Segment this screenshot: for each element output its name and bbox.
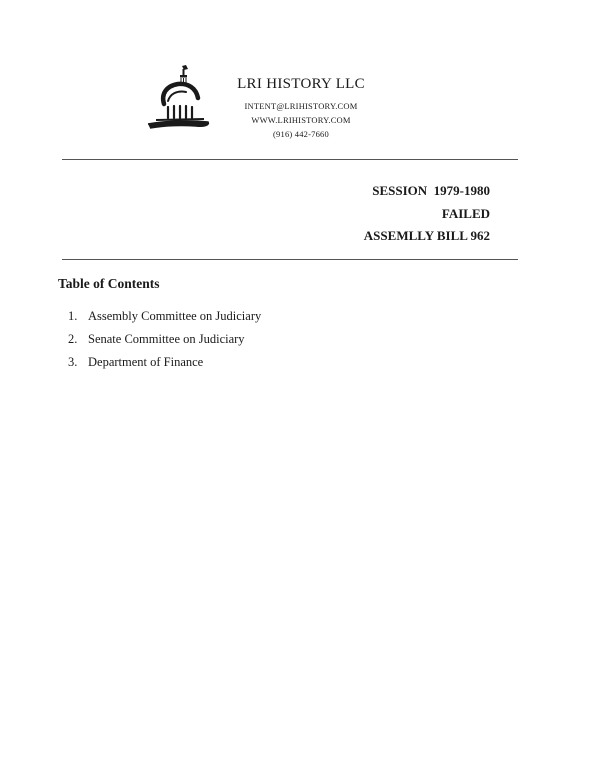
letterhead — [226, 76, 376, 141]
bill-name: ASSEMLLY BILL 962 — [363, 228, 490, 243]
toc-item-label: Assembly Committee on Judiciary — [88, 309, 262, 323]
divider-top — [62, 159, 518, 160]
bill-info — [364, 180, 490, 248]
company-phone: (916) 442-7660 — [273, 129, 329, 139]
toc-item-number: 3. — [68, 355, 78, 369]
capitol-dome-icon — [144, 64, 214, 138]
bill-status: FAILED — [441, 205, 490, 221]
company-website: WWW.LRIHISTORY.COM — [251, 115, 351, 125]
toc-item-label: Senate Committee on Judiciary — [88, 332, 245, 346]
company-name: LRI HISTORY LLC — [237, 76, 365, 92]
bill-session: SESSION 1979-1980 — [372, 183, 490, 198]
toc-list — [68, 306, 261, 375]
toc-heading: Table of Contents — [58, 276, 160, 291]
toc-item-label: Department of Finance — [88, 355, 204, 369]
divider-bottom — [62, 259, 518, 260]
toc-item — [68, 329, 261, 352]
toc-item-number: 1. — [68, 309, 78, 323]
company-email: INTENT@LRIHISTORY.COM — [244, 101, 358, 111]
toc-item-number: 2. — [68, 332, 78, 346]
toc-item — [68, 352, 261, 375]
toc-item — [68, 306, 261, 329]
